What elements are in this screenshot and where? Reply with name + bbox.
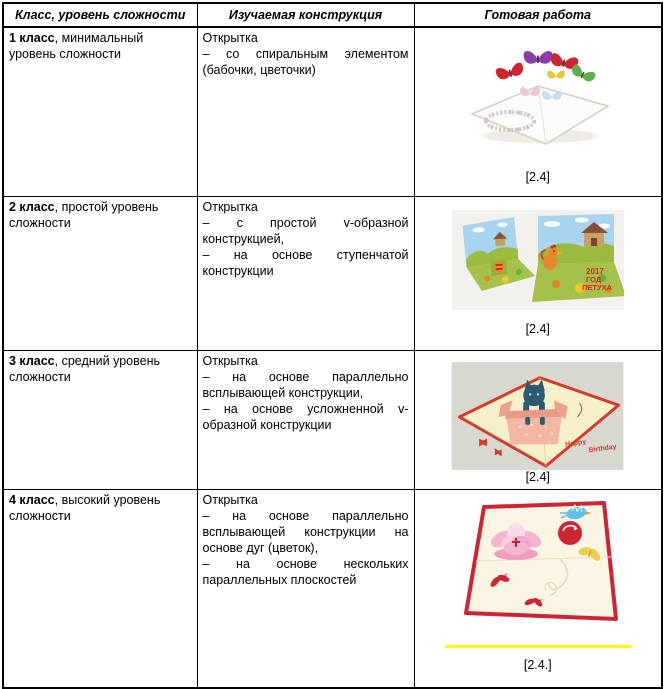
construction-item: – с простой v-образной конструкцией, bbox=[202, 216, 409, 246]
construction-cell bbox=[197, 490, 414, 689]
rooster-card-god-text: ГОД bbox=[585, 275, 601, 284]
construction-item: – на основе ступенчатой конструкции bbox=[202, 248, 409, 278]
column-header-construction: Изучаемая конструкция bbox=[197, 3, 414, 27]
construction-title: Открытка bbox=[202, 493, 258, 507]
construction-title: Открытка bbox=[202, 31, 258, 45]
class-number: 2 класс bbox=[9, 200, 55, 214]
butterfly-card-photo bbox=[458, 40, 618, 150]
class-cell bbox=[3, 197, 197, 351]
cat-box-card-photo bbox=[450, 362, 625, 470]
rooster-card-year-text: 2017 bbox=[585, 267, 604, 276]
construction-item: – на основе параллельно всплывающей конструкции на основе дуг (цветок), bbox=[202, 509, 409, 555]
photo-cell bbox=[414, 27, 662, 197]
birthday-card-birthday-text: Birthday bbox=[588, 443, 618, 455]
figure-caption: [2.4] bbox=[525, 322, 550, 336]
class-level: , высокий уровень сложности bbox=[9, 493, 161, 523]
lotus-bird-card-photo bbox=[454, 499, 622, 634]
construction-cell bbox=[197, 197, 414, 351]
construction-item: – на основе усложненной v-образной конструкции bbox=[202, 402, 409, 432]
class-level: , средний уровень сложности bbox=[9, 354, 160, 384]
construction-item: – на основе нескольких параллельных плоскостей bbox=[202, 557, 409, 587]
figure-caption: [2.4.] bbox=[523, 658, 552, 672]
construction-cell bbox=[197, 351, 414, 490]
class-level: , минимальный уровень сложности bbox=[9, 31, 144, 61]
photo-cell bbox=[414, 351, 662, 490]
table-row bbox=[3, 197, 662, 351]
class-cell bbox=[3, 351, 197, 490]
yellow-highlight-line bbox=[445, 645, 631, 648]
photo-cell bbox=[414, 490, 662, 689]
class-number: 4 класс bbox=[9, 493, 55, 507]
table-row bbox=[3, 27, 662, 197]
curriculum-table bbox=[2, 2, 663, 689]
table-row bbox=[3, 490, 662, 689]
construction-cell bbox=[197, 27, 414, 197]
class-number: 1 класс bbox=[9, 31, 55, 45]
construction-title: Открытка bbox=[202, 354, 258, 368]
figure-caption: [2.4] bbox=[525, 170, 550, 184]
class-cell bbox=[3, 490, 197, 689]
construction-item: – со спиральным элементом (бабочки, цветочки) bbox=[202, 47, 409, 77]
rooster-card-photo bbox=[452, 210, 624, 310]
construction-item: – на основе параллельно всплывающей конструкции, bbox=[202, 370, 409, 400]
class-cell bbox=[3, 27, 197, 197]
rooster-card-petuha-text: ПЕТУХА bbox=[581, 283, 612, 292]
photo-cell bbox=[414, 197, 662, 351]
class-number: 3 класс bbox=[9, 354, 55, 368]
table-row bbox=[3, 351, 662, 490]
column-header-class: Класс, уровень сложности bbox=[3, 3, 197, 27]
birthday-card-happy-text: Happy bbox=[565, 438, 587, 449]
class-level: , простой уровень сложности bbox=[9, 200, 159, 230]
construction-title: Открытка bbox=[202, 200, 258, 214]
column-header-result: Готовая работа bbox=[414, 3, 662, 27]
figure-caption: [2.4] bbox=[525, 470, 550, 484]
